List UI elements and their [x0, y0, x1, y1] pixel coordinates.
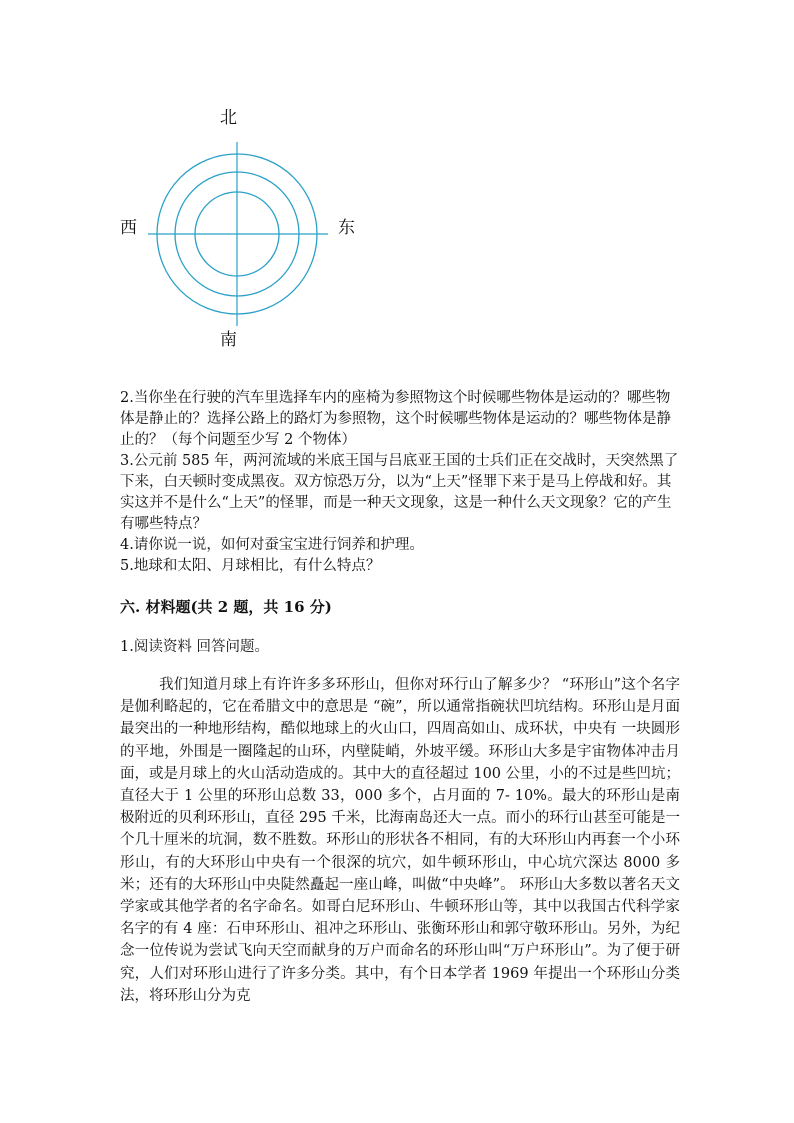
west-label: 西: [120, 218, 137, 238]
concentric-circles-figure: [110, 98, 370, 358]
question-2: 2.当你坐在行驶的汽车里选择车内的座椅为参照物这个时候哪些物体是运动的？哪些物体是静止的？选择公路上的路灯为参照物，这个时候哪些物体是运动的？哪些物体是静止的？（每个问题至少写 2 个物体）: [120, 390, 671, 448]
section-heading: 六. 材料题(共 2 题，共 16 分): [120, 598, 332, 616]
question-list: [120, 388, 680, 577]
north-label: 北: [220, 108, 237, 128]
reading-passage: 我们知道月球上有许许多多环形山，但你对环行山了解多少？ “环形山”这个名字是伽利略起的，它在希腊文中的意思是 “碗”，所以通常指碗状凹坑结构。环形山是月面最突出的一种地形结构，酷似地球上的火山口，四周高如山、成环状，中央有 一块圆形的平地，外围是一圈隆起的山环，内壁陡峭，外坡平缓。环形山大多是宇宙物体冲击月面，或是月球上的火山活动造成的。其中大的直径超过 100 公里，小的不过是些凹坑；直径大于 1 公里的环形山总数 33，000 多个，占月面的 7- 10%。最大的环形山是南极附近的贝利环形山，直径 295 千米，比海南岛还大一点。而小的环行山甚至可能是一个几十厘米的坑洞，数不胜数。环形山的形状各不相同，有的大环形山内再套一个小环形山，有的大环形山中央有一个很深的坑穴，如牛顿环形山，中心坑穴深达 8000 多米；还有的大环形山中央陡然矗起一座山峰，叫做“中央峰”。 环形山大多数以著名天文学家或其他学者的名字命名。如哥白尼环形山、牛顿环形山等，其中以我国古代科学家名字的有 4 座：石申环形山、祖冲之环形山、张衡环形山和郭守敬环形山。另外，为纪念一位传说为尝试飞向天空而献身的万户而命名的环形山叫“万户环形山”。为了便于研究，人们对环形山进行了许多分类。其中，有个日本学者 1969 年提出一个环形山分类法，将环形山分为克: [120, 677, 680, 1004]
question-4: 4.请你说一说，如何对蚕宝宝进行饲养和护理。: [120, 537, 424, 553]
reading-question-title: 1.阅读资料 回答问题。: [120, 639, 269, 655]
south-label: 南: [220, 330, 237, 350]
compass-rings-diagram: [110, 98, 370, 358]
question-3: 3.公元前 585 年，两河流域的米底王国与吕底亚王国的士兵们正在交战时，天突然黑了下来，白天顿时变成黑夜。双方惊恐万分，以为“上天”怪罪下来于是马上停战和好。其实这并不是什么“上天”的怪罪，而是一种天文现象，这是一种什么天文现象？它的产生有哪些特点？: [120, 453, 679, 532]
question-5: 5.地球和太阳、月球相比，有什么特点？: [120, 558, 381, 574]
east-label: 东: [338, 218, 355, 238]
